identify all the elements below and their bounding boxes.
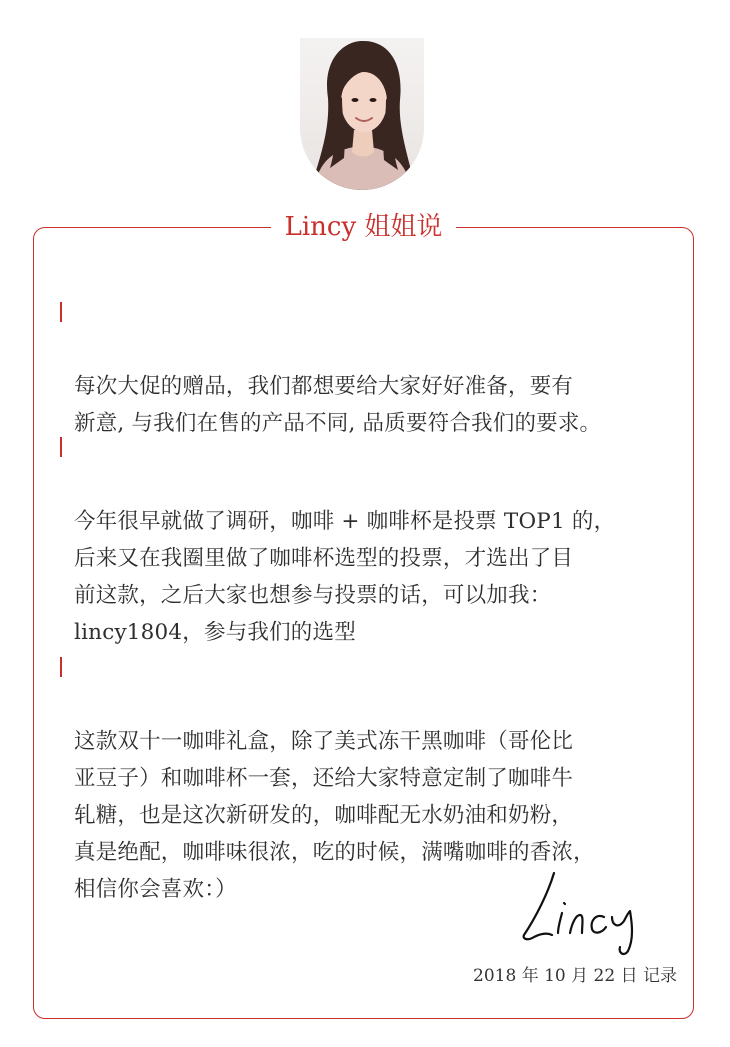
paragraph-marker (60, 437, 62, 457)
paragraph-2 (74, 429, 674, 651)
record-date: 2018 年 10 月 22 日 记录 (473, 966, 677, 986)
card-title: Lincy 姐姐说 (271, 208, 457, 246)
paragraph-marker (60, 657, 62, 677)
paragraph-text: 这款双十一咖啡礼盒，除了美式冻干黑咖啡（哥伦比 亚豆子）和咖啡杯一套，还给大家特意定制了咖啡牛 轧糖，也是这次新研发的，咖啡配无水奶油和奶粉， 真是绝配，咖啡味很浓，吃的时候，满嘴咖啡的香浓， 相信你会喜欢：） (74, 729, 595, 902)
paragraph-text: 今年很早就做了调研，咖啡 + 咖啡杯是投票 TOP1 的， 后来又在我圈里做了咖啡杯选型的投票，才选出了目 前这款，之后大家也想参与投票的话，可以加我： lincy1804，参与我们的选型 (74, 509, 616, 645)
paragraph-1 (74, 294, 674, 442)
handwritten-signature (514, 863, 664, 958)
paragraph-marker (60, 302, 62, 322)
quote-card (33, 212, 694, 1019)
paragraph-text: 每次大促的赠品，我们都想要给大家好好准备，要有 新意, 与我们在售的产品不同, 品质要符合我们的要求。 (74, 374, 602, 436)
avatar (300, 38, 424, 190)
